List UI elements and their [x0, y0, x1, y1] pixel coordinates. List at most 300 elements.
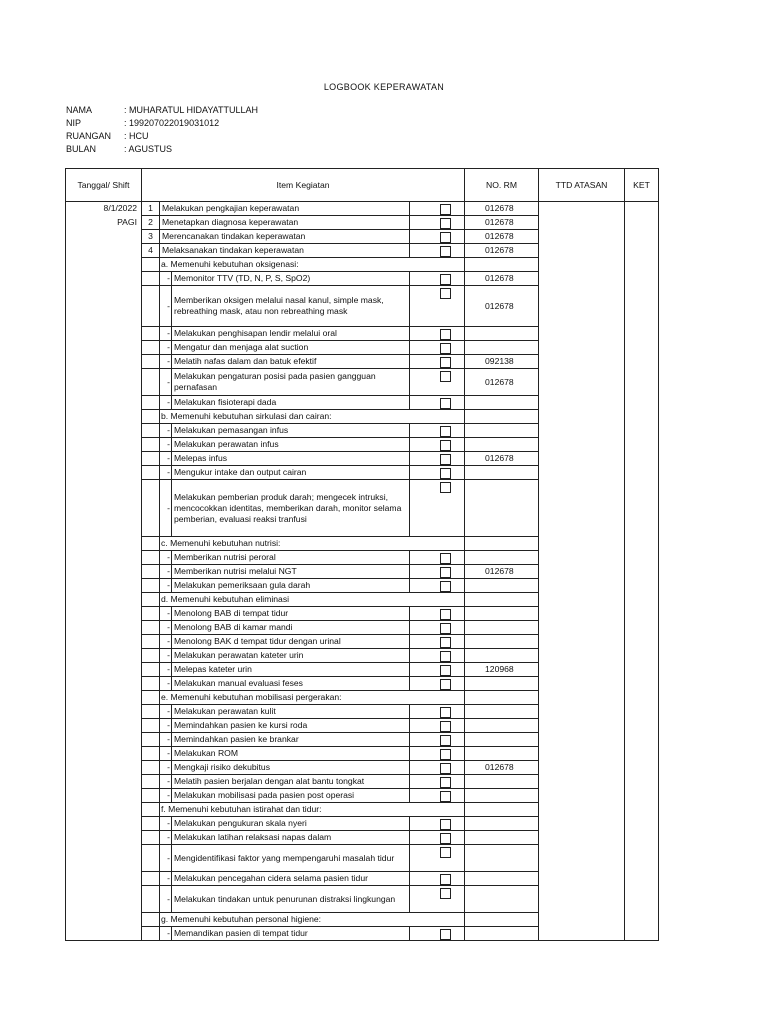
- table-row: [66, 733, 659, 747]
- ket-cell[interactable]: [625, 607, 659, 621]
- ket-cell[interactable]: [625, 355, 659, 369]
- item-text: Merencanakan tindakan keperawatan: [160, 230, 410, 244]
- empty-date-cell: [66, 272, 142, 286]
- dash: -: [160, 327, 172, 341]
- table-body: [66, 202, 659, 941]
- ttd-cell[interactable]: [539, 913, 625, 927]
- ket-cell[interactable]: [625, 565, 659, 579]
- checkbox[interactable]: [440, 637, 451, 648]
- empty-date-cell: [66, 438, 142, 452]
- header-ttd: TTD ATASAN: [539, 169, 625, 202]
- checkbox[interactable]: [440, 440, 451, 451]
- empty-date-cell: [66, 607, 142, 621]
- ttd-cell[interactable]: [539, 927, 625, 941]
- empty-date-cell: [66, 761, 142, 775]
- rm-value: 092138: [465, 355, 539, 369]
- checkbox-cell: [410, 369, 465, 396]
- empty-number: [142, 565, 160, 579]
- ket-cell[interactable]: [625, 927, 659, 941]
- ket-cell[interactable]: [625, 272, 659, 286]
- ket-cell[interactable]: [625, 452, 659, 466]
- empty-number: [142, 803, 160, 817]
- table-row: [66, 202, 659, 216]
- ttd-cell[interactable]: [539, 691, 625, 705]
- checkbox-cell: [410, 677, 465, 691]
- table-row: [66, 258, 659, 272]
- ttd-cell[interactable]: [539, 621, 625, 635]
- ket-cell[interactable]: [625, 747, 659, 761]
- empty-number: [142, 579, 160, 593]
- ttd-cell[interactable]: [539, 817, 625, 831]
- ket-cell[interactable]: [625, 886, 659, 913]
- rm-value: [465, 327, 539, 341]
- dash: -: [160, 817, 172, 831]
- table-row: [66, 621, 659, 635]
- table-row: [66, 803, 659, 817]
- ttd-cell[interactable]: [539, 258, 625, 272]
- empty-number: [142, 396, 160, 410]
- table-row: [66, 677, 659, 691]
- ttd-cell[interactable]: [539, 649, 625, 663]
- ket-cell[interactable]: [625, 410, 659, 424]
- checkbox[interactable]: [440, 357, 451, 368]
- checkbox[interactable]: [440, 426, 451, 437]
- ket-cell[interactable]: [625, 579, 659, 593]
- ttd-cell[interactable]: [539, 551, 625, 565]
- ket-cell[interactable]: [625, 466, 659, 480]
- ttd-cell[interactable]: [539, 845, 625, 872]
- rm-value: [465, 913, 539, 927]
- table-header-row: [66, 169, 659, 202]
- empty-number: [142, 621, 160, 635]
- checkbox[interactable]: [440, 847, 451, 858]
- empty-date-cell: [66, 369, 142, 396]
- checkbox[interactable]: [440, 819, 451, 830]
- checkbox[interactable]: [440, 763, 451, 774]
- ttd-cell[interactable]: [539, 663, 625, 677]
- ttd-cell[interactable]: [539, 761, 625, 775]
- checkbox[interactable]: [440, 874, 451, 885]
- item-text: Melakukan pemeriksaan gula darah: [172, 579, 410, 593]
- ket-cell[interactable]: [625, 817, 659, 831]
- empty-date-cell: [66, 817, 142, 831]
- item-text: Memberikan nutrisi melalui NGT: [172, 565, 410, 579]
- empty-number: [142, 452, 160, 466]
- ttd-cell[interactable]: [539, 593, 625, 607]
- rm-value: [465, 258, 539, 272]
- empty-date-cell: [66, 480, 142, 537]
- ttd-cell[interactable]: [539, 872, 625, 886]
- ttd-cell[interactable]: [539, 466, 625, 480]
- table-row: [66, 607, 659, 621]
- empty-number: [142, 480, 160, 537]
- info-value: : AGUSTUS: [124, 144, 173, 154]
- checkbox[interactable]: [440, 204, 451, 215]
- checkbox-cell: [410, 565, 465, 579]
- ttd-cell[interactable]: [539, 286, 625, 327]
- header-item: Item Kegiatan: [142, 169, 465, 202]
- item-text: Mengatur dan menjaga alat suction: [172, 341, 410, 355]
- empty-date-cell: [66, 927, 142, 941]
- rm-value: 012678: [465, 244, 539, 258]
- checkbox[interactable]: [440, 288, 451, 299]
- checkbox-cell: [410, 747, 465, 761]
- dash: -: [160, 551, 172, 565]
- ttd-cell[interactable]: [539, 886, 625, 913]
- ket-cell[interactable]: [625, 691, 659, 705]
- ket-cell[interactable]: [625, 635, 659, 649]
- header-ket: KET: [625, 169, 659, 202]
- checkbox-cell: [410, 230, 465, 244]
- header-rm: NO. RM: [465, 169, 539, 202]
- empty-date-cell: [66, 635, 142, 649]
- checkbox-cell: [410, 480, 465, 537]
- rm-value: [465, 831, 539, 845]
- checkbox[interactable]: [440, 567, 451, 578]
- ket-cell[interactable]: [625, 396, 659, 410]
- dash: -: [160, 635, 172, 649]
- empty-date-cell: [66, 831, 142, 845]
- ket-cell[interactable]: [625, 913, 659, 927]
- empty-date-cell: [66, 649, 142, 663]
- empty-date-cell: [66, 913, 142, 927]
- empty-number: [142, 424, 160, 438]
- checkbox-cell: [410, 886, 465, 913]
- section-heading: e. Memenuhi kebutuhan mobilisasi pergerakan:: [160, 691, 465, 705]
- ket-cell[interactable]: [625, 537, 659, 551]
- ttd-cell[interactable]: [539, 733, 625, 747]
- checkbox-cell: [410, 607, 465, 621]
- checkbox-cell: [410, 733, 465, 747]
- empty-date-cell: [66, 789, 142, 803]
- empty-date-cell: [66, 466, 142, 480]
- ket-cell[interactable]: [625, 286, 659, 327]
- ttd-cell[interactable]: [539, 565, 625, 579]
- checkbox[interactable]: [440, 735, 451, 746]
- table-row: [66, 452, 659, 466]
- empty-number: [142, 775, 160, 789]
- table-row: [66, 286, 659, 327]
- checkbox-cell: [410, 761, 465, 775]
- table-row: [66, 551, 659, 565]
- checkbox[interactable]: [440, 623, 451, 634]
- empty-number: [142, 607, 160, 621]
- rm-value: [465, 872, 539, 886]
- item-text: Melakukan pengukuran skala nyeri: [172, 817, 410, 831]
- rm-value: [465, 719, 539, 733]
- item-text: Memonitor TTV (TD, N, P, S, SpO2): [172, 272, 410, 286]
- empty-number: [142, 691, 160, 705]
- ttd-cell[interactable]: [539, 272, 625, 286]
- rm-value: [465, 789, 539, 803]
- item-text: Melakukan perawatan kateter urin: [172, 649, 410, 663]
- ket-cell[interactable]: [625, 438, 659, 452]
- ttd-cell[interactable]: [539, 831, 625, 845]
- dash: -: [160, 424, 172, 438]
- rm-value: 012678: [465, 216, 539, 230]
- ttd-cell[interactable]: [539, 424, 625, 438]
- ket-cell[interactable]: [625, 789, 659, 803]
- item-text: Melakukan fisioterapi dada: [172, 396, 410, 410]
- checkbox[interactable]: [440, 482, 451, 493]
- table-row: [66, 705, 659, 719]
- empty-date-cell: [66, 327, 142, 341]
- shift-cell: PAGI: [66, 216, 142, 230]
- ttd-cell[interactable]: [539, 202, 625, 216]
- ttd-cell[interactable]: [539, 244, 625, 258]
- empty-number: [142, 872, 160, 886]
- item-text: Menolong BAB di tempat tidur: [172, 607, 410, 621]
- item-text: Mengukur intake dan output cairan: [172, 466, 410, 480]
- empty-date-cell: [66, 593, 142, 607]
- item-text: Melakukan perawatan kulit: [172, 705, 410, 719]
- rm-value: [465, 396, 539, 410]
- table-row: [66, 761, 659, 775]
- ttd-cell[interactable]: [539, 719, 625, 733]
- ket-cell[interactable]: [625, 761, 659, 775]
- table-row: [66, 927, 659, 941]
- checkbox-cell: [410, 272, 465, 286]
- table-row: [66, 635, 659, 649]
- empty-date-cell: [66, 551, 142, 565]
- empty-date-cell: [66, 872, 142, 886]
- table-row: [66, 537, 659, 551]
- checkbox[interactable]: [440, 553, 451, 564]
- ttd-cell[interactable]: [539, 677, 625, 691]
- table-row: [66, 410, 659, 424]
- ket-cell[interactable]: [625, 244, 659, 258]
- ttd-cell[interactable]: [539, 747, 625, 761]
- ttd-cell[interactable]: [539, 438, 625, 452]
- ket-cell[interactable]: [625, 705, 659, 719]
- rm-value: [465, 466, 539, 480]
- rm-value: [465, 607, 539, 621]
- checkbox-cell: [410, 341, 465, 355]
- ttd-cell[interactable]: [539, 579, 625, 593]
- table-row: [66, 886, 659, 913]
- checkbox-cell: [410, 202, 465, 216]
- checkbox[interactable]: [440, 777, 451, 788]
- checkbox[interactable]: [440, 679, 451, 690]
- ket-cell[interactable]: [625, 230, 659, 244]
- rm-value: [465, 705, 539, 719]
- empty-date-cell: [66, 677, 142, 691]
- ket-cell[interactable]: [625, 733, 659, 747]
- section-heading: a. Memenuhi kebutuhan oksigenasi:: [160, 258, 465, 272]
- dash: -: [160, 663, 172, 677]
- checkbox[interactable]: [440, 274, 451, 285]
- item-number: 3: [142, 230, 160, 244]
- ket-cell[interactable]: [625, 719, 659, 733]
- rm-value: [465, 621, 539, 635]
- empty-number: [142, 705, 160, 719]
- item-text: Melatih nafas dalam dan batuk efektif: [172, 355, 410, 369]
- section-heading: b. Memenuhi kebutuhan sirkulasi dan cairan:: [160, 410, 465, 424]
- checkbox[interactable]: [440, 929, 451, 940]
- empty-number: [142, 845, 160, 872]
- empty-date-cell: [66, 396, 142, 410]
- dash: -: [160, 886, 172, 913]
- item-text: Memberikan oksigen melalui nasal kanul, simple mask, rebreathing mask, atau non rebreathing mask: [172, 286, 410, 327]
- empty-date-cell: [66, 886, 142, 913]
- ket-cell[interactable]: [625, 424, 659, 438]
- dash: -: [160, 272, 172, 286]
- item-text: Menolong BAK d tempat tidur dengan urinal: [172, 635, 410, 649]
- rm-value: 012678: [465, 272, 539, 286]
- checkbox-cell: [410, 845, 465, 872]
- item-text: Menolong BAB di kamar mandi: [172, 621, 410, 635]
- checkbox-cell: [410, 789, 465, 803]
- item-text: Melakukan penghisapan lendir melalui oral: [172, 327, 410, 341]
- rm-value: 120968: [465, 663, 539, 677]
- info-row-nip: [66, 117, 258, 130]
- info-value: : HCU: [124, 131, 149, 141]
- checkbox-cell: [410, 719, 465, 733]
- item-text: Melakukan manual evaluasi feses: [172, 677, 410, 691]
- ket-cell[interactable]: [625, 663, 659, 677]
- empty-date-cell: [66, 244, 142, 258]
- ttd-cell[interactable]: [539, 803, 625, 817]
- ket-cell[interactable]: [625, 551, 659, 565]
- ttd-cell[interactable]: [539, 789, 625, 803]
- empty-number: [142, 663, 160, 677]
- rm-value: [465, 803, 539, 817]
- ttd-cell[interactable]: [539, 230, 625, 244]
- checkbox[interactable]: [440, 609, 451, 620]
- checkbox[interactable]: [440, 707, 451, 718]
- checkbox[interactable]: [440, 246, 451, 257]
- checkbox[interactable]: [440, 665, 451, 676]
- dash: -: [160, 621, 172, 635]
- checkbox[interactable]: [440, 454, 451, 465]
- ket-cell[interactable]: [625, 775, 659, 789]
- ttd-cell[interactable]: [539, 327, 625, 341]
- header-info: [66, 104, 258, 156]
- empty-number: [142, 551, 160, 565]
- empty-number: [142, 438, 160, 452]
- checkbox[interactable]: [440, 651, 451, 662]
- ket-cell[interactable]: [625, 202, 659, 216]
- rm-value: 012678: [465, 452, 539, 466]
- info-row-nama: [66, 104, 258, 117]
- checkbox[interactable]: [440, 791, 451, 802]
- ket-cell[interactable]: [625, 216, 659, 230]
- table-row: [66, 579, 659, 593]
- dash: -: [160, 565, 172, 579]
- section-heading: f. Memenuhi kebutuhan istirahat dan tidur:: [160, 803, 465, 817]
- dash: -: [160, 355, 172, 369]
- ket-cell[interactable]: [625, 480, 659, 537]
- checkbox-cell: [410, 355, 465, 369]
- dash: -: [160, 607, 172, 621]
- table-row: [66, 424, 659, 438]
- ket-cell[interactable]: [625, 369, 659, 396]
- checkbox[interactable]: [440, 218, 451, 229]
- checkbox[interactable]: [440, 468, 451, 479]
- ttd-cell[interactable]: [539, 369, 625, 396]
- checkbox[interactable]: [440, 329, 451, 340]
- checkbox-cell: [410, 216, 465, 230]
- checkbox[interactable]: [440, 398, 451, 409]
- logbook-table: [65, 168, 659, 941]
- ttd-cell[interactable]: [539, 355, 625, 369]
- ket-cell[interactable]: [625, 621, 659, 635]
- checkbox[interactable]: [440, 888, 451, 899]
- dash: -: [160, 579, 172, 593]
- item-text: Memandikan pasien di tempat tidur: [172, 927, 410, 941]
- info-value: : MUHARATUL HIDAYATTULLAH: [124, 105, 259, 115]
- table-row: [66, 244, 659, 258]
- checkbox[interactable]: [440, 343, 451, 354]
- table-row: [66, 872, 659, 886]
- dash: -: [160, 845, 172, 872]
- ket-cell[interactable]: [625, 341, 659, 355]
- ttd-cell[interactable]: [539, 410, 625, 424]
- ttd-cell[interactable]: [539, 452, 625, 466]
- dash: -: [160, 438, 172, 452]
- info-row-bulan: [66, 143, 258, 156]
- ttd-cell[interactable]: [539, 635, 625, 649]
- checkbox-cell: [410, 579, 465, 593]
- checkbox[interactable]: [440, 749, 451, 760]
- info-label: NAMA: [66, 105, 93, 115]
- checkbox-cell: [410, 396, 465, 410]
- ttd-cell[interactable]: [539, 341, 625, 355]
- checkbox-cell: [410, 775, 465, 789]
- dash: -: [160, 677, 172, 691]
- empty-number: [142, 635, 160, 649]
- checkbox[interactable]: [440, 721, 451, 732]
- ket-cell[interactable]: [625, 872, 659, 886]
- ket-cell[interactable]: [625, 845, 659, 872]
- checkbox[interactable]: [440, 833, 451, 844]
- dash: -: [160, 369, 172, 396]
- ttd-cell[interactable]: [539, 705, 625, 719]
- dash: -: [160, 761, 172, 775]
- ket-cell[interactable]: [625, 258, 659, 272]
- ttd-cell[interactable]: [539, 216, 625, 230]
- checkbox-cell: [410, 551, 465, 565]
- table-row: [66, 789, 659, 803]
- ttd-cell[interactable]: [539, 396, 625, 410]
- item-text: Melepas infus: [172, 452, 410, 466]
- empty-date-cell: [66, 410, 142, 424]
- ttd-cell[interactable]: [539, 537, 625, 551]
- ttd-cell[interactable]: [539, 607, 625, 621]
- empty-number: [142, 789, 160, 803]
- checkbox[interactable]: [440, 232, 451, 243]
- dash: -: [160, 789, 172, 803]
- dash: -: [160, 927, 172, 941]
- ket-cell[interactable]: [625, 803, 659, 817]
- checkbox[interactable]: [440, 371, 451, 382]
- checkbox-cell: [410, 872, 465, 886]
- table-row: [66, 845, 659, 872]
- checkbox[interactable]: [440, 581, 451, 592]
- item-number: 2: [142, 216, 160, 230]
- ttd-cell[interactable]: [539, 480, 625, 537]
- empty-date-cell: [66, 230, 142, 244]
- empty-number: [142, 733, 160, 747]
- ket-cell[interactable]: [625, 677, 659, 691]
- ket-cell[interactable]: [625, 831, 659, 845]
- ket-cell[interactable]: [625, 649, 659, 663]
- ttd-cell[interactable]: [539, 775, 625, 789]
- dash: -: [160, 466, 172, 480]
- item-text: Melatih pasien berjalan dengan alat bantu tongkat: [172, 775, 410, 789]
- ket-cell[interactable]: [625, 327, 659, 341]
- ket-cell[interactable]: [625, 593, 659, 607]
